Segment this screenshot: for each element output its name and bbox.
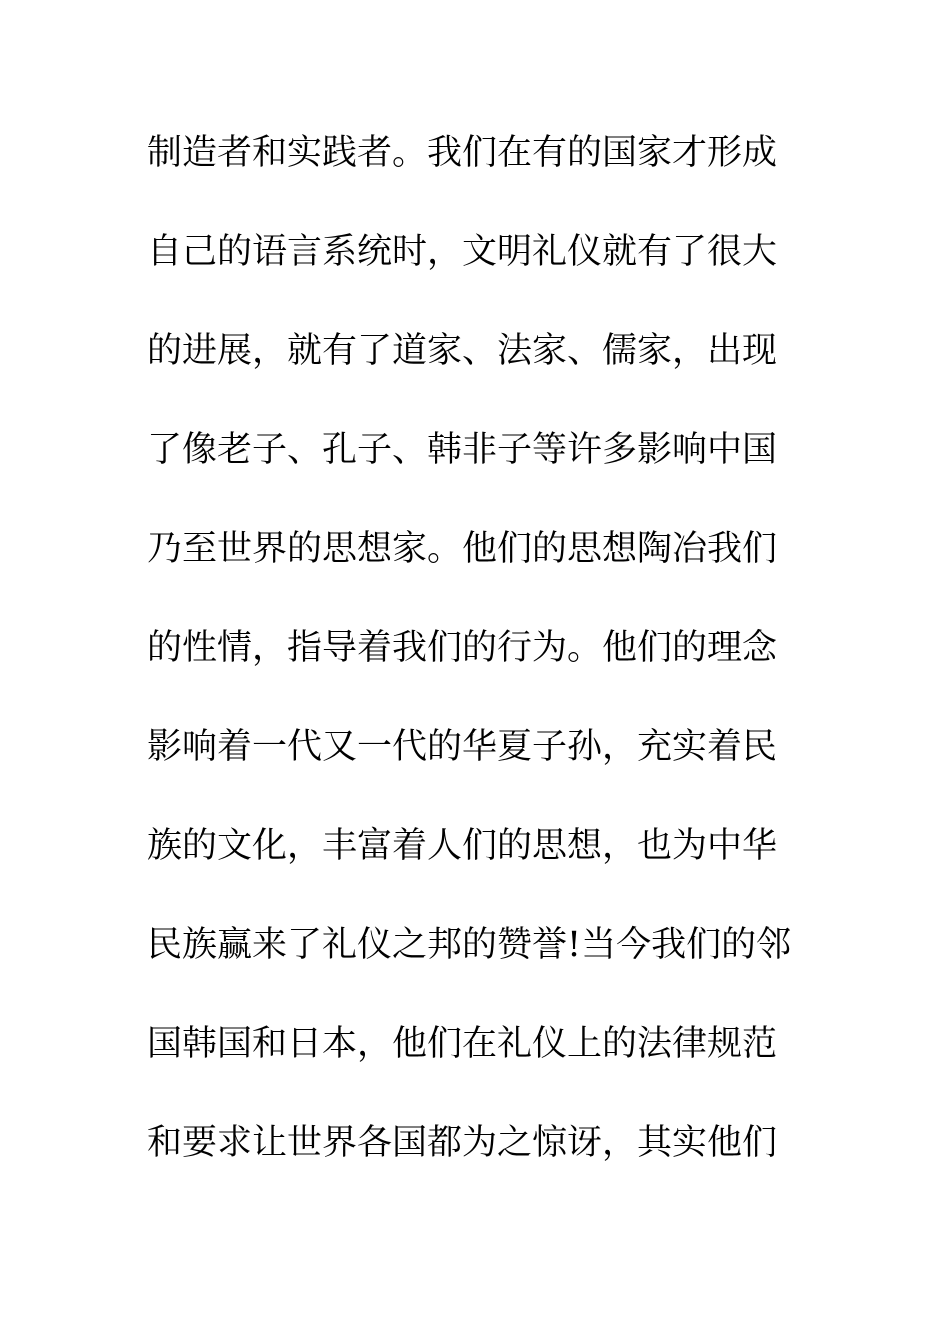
text-line: 影响着一代又一代的华夏子孙，充实着民 (147, 727, 778, 767)
text-line: 的性情，指导着我们的行为。他们的理念 (147, 628, 778, 668)
text-line: 和要求让世界各国都为之惊讶，其实他们 (147, 1123, 778, 1163)
text-line: 制造者和实践者。我们在有的国家才形成 (147, 133, 778, 173)
text-line: 民族赢来了礼仪之邦的赞誉!当今我们的邻 (147, 925, 792, 965)
text-line: 的进展，就有了道家、法家、儒家，出现 (147, 331, 778, 371)
body-text (147, 126, 807, 1215)
text-line: 乃至世界的思想家。他们的思想陶冶我们 (147, 529, 778, 569)
text-line: 族的文化，丰富着人们的思想，也为中华 (147, 826, 778, 866)
text-line: 了像老子、孔子、韩非子等许多影响中国 (147, 430, 778, 470)
text-line: 国韩国和日本，他们在礼仪上的法律规范 (147, 1024, 778, 1064)
text-line: 自己的语言系统时，文明礼仪就有了很大 (147, 232, 778, 272)
